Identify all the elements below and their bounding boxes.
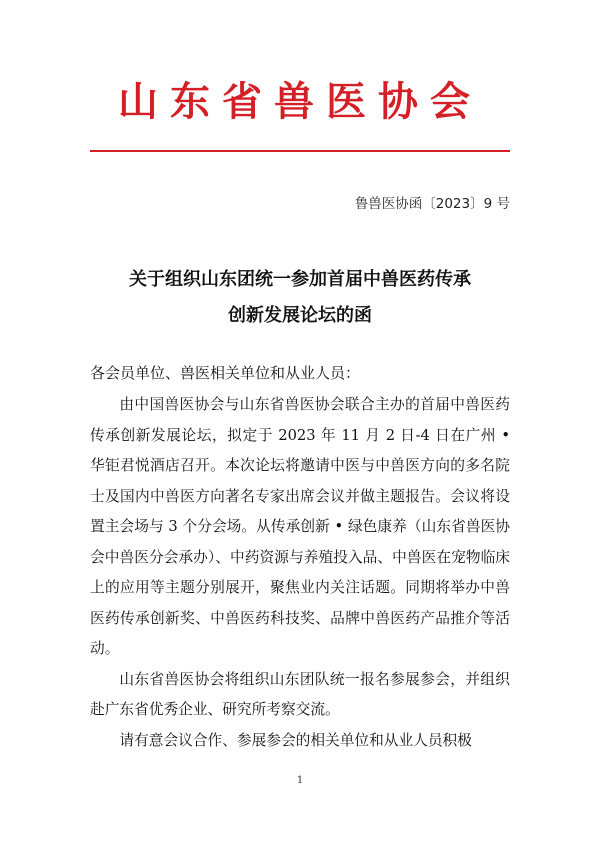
document-body [90, 390, 510, 756]
body-paragraph: 由中国兽医协会与山东省兽医协会联合主办的首届中兽医药传承创新发展论坛，拟定于 2023 年 11 月 2 日-4 日在广州 • 华钜君悦酒店召开。本次论坛将邀请中医与中兽医方向的多名院士及国内中兽医方向著名专家出席会议并做主题报告。会议将设置主会场与 3 个分会场。从传承创新 • 绿色康养（山东省兽医协会中兽医分会承办）、中药资源与养殖投入品、中兽医在宠物临床上的应用等主题分别展开，聚焦业内关注话题。同期将举办中兽医药传承创新奖、中兽医药科技奖、品牌中兽医药产品推介等活动。 [90, 396, 510, 657]
body-paragraph: 请有意会议合作、参展参会的相关单位和从业人员积极 [119, 731, 472, 749]
red-divider-line [90, 150, 510, 152]
organization-header: 山东省兽医协会 [118, 78, 482, 125]
document-title-line-1: 关于组织山东团统一参加首届中兽医药传承 [129, 269, 471, 290]
document-title-line-2: 创新发展论坛的函 [228, 305, 372, 326]
salutation: 各会员单位、兽医相关单位和从业人员： [90, 364, 361, 382]
body-paragraph: 山东省兽医协会将组织山东团队统一报名参展参会，并组织赴广东省优秀企业、研究所考察交流。 [90, 670, 510, 718]
document-title [60, 262, 540, 334]
page-number: 1 [296, 775, 304, 786]
document-number: 鲁兽医协函〔2023〕9 号 [354, 196, 510, 212]
